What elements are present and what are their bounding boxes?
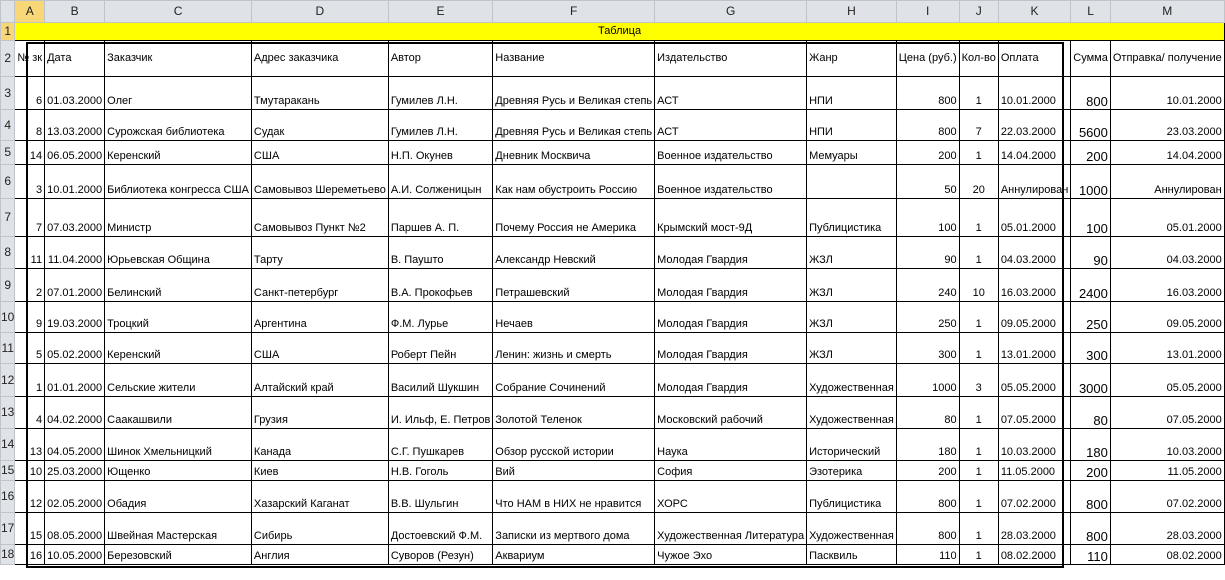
column-header-e[interactable]: E [388, 1, 492, 23]
table-cell[interactable]: Публицистика [807, 199, 897, 237]
table-cell[interactable]: Саакашвили [105, 397, 252, 429]
table-cell[interactable]: 10.01.2000 [1110, 77, 1224, 110]
table-cell[interactable]: 15 [15, 513, 45, 545]
table-cell[interactable]: 14.04.2000 [998, 141, 1070, 165]
row-header[interactable]: 6 [1, 165, 15, 199]
table-cell[interactable]: Молодая Гвардия [655, 237, 807, 269]
table-cell[interactable]: Грузия [251, 397, 388, 429]
table-cell[interactable]: 19.03.2000 [45, 302, 105, 333]
table-cell[interactable]: АСТ [655, 110, 807, 141]
table-cell[interactable]: Троцкий [105, 302, 252, 333]
table-cell[interactable]: 3 [15, 165, 45, 199]
table-cell[interactable]: 08.02.2000 [998, 545, 1070, 565]
table-cell[interactable]: 1 [15, 364, 45, 397]
table-cell[interactable]: В. Паушто [388, 237, 492, 269]
table-cell[interactable]: Англия [251, 545, 388, 565]
table-cell[interactable]: Древняя Русь и Великая степь [493, 110, 655, 141]
table-cell[interactable]: Василий Шукшин [388, 364, 492, 397]
table-cell[interactable]: Самовывоз Шереметьево [251, 165, 388, 199]
table-cell[interactable]: 23.03.2000 [1110, 110, 1224, 141]
table-cell[interactable]: 1 [959, 429, 998, 461]
table-cell[interactable]: 05.05.2000 [1110, 364, 1224, 397]
table-cell[interactable]: ЖЗЛ [807, 269, 897, 302]
header-cell[interactable]: № зк [15, 41, 45, 77]
table-cell[interactable]: 05.01.2000 [1110, 199, 1224, 237]
table-cell[interactable]: 6 [15, 77, 45, 110]
table-cell[interactable]: 07.05.2000 [998, 397, 1070, 429]
table-cell[interactable]: Аннулирован [1110, 165, 1224, 199]
table-cell[interactable]: Ющенко [105, 461, 252, 481]
table-cell[interactable]: С.Г. Пушкарев [388, 429, 492, 461]
row-header[interactable]: 5 [1, 141, 15, 165]
table-cell[interactable]: Олег [105, 77, 252, 110]
table-cell[interactable]: 90 [896, 237, 959, 269]
table-cell[interactable]: 100 [896, 199, 959, 237]
table-cell[interactable]: 200 [896, 141, 959, 165]
table-cell[interactable]: Белинский [105, 269, 252, 302]
table-row [1, 77, 1225, 110]
table-cell[interactable]: 2400 [1071, 269, 1111, 302]
row-header[interactable]: 17 [1, 513, 15, 545]
table-cell[interactable]: Сурожская библиотека [105, 110, 252, 141]
table-cell[interactable]: Эзотерика [807, 461, 897, 481]
table-cell[interactable]: 13.03.2000 [45, 110, 105, 141]
table-cell[interactable]: Московский рабочий [655, 397, 807, 429]
table-cell[interactable]: 200 [896, 461, 959, 481]
header-cell[interactable]: Цена (руб.) [896, 41, 959, 77]
table-cell[interactable]: Паршев А. П. [388, 199, 492, 237]
table-row [1, 269, 1225, 302]
table-cell[interactable]: 800 [896, 110, 959, 141]
table-cell[interactable]: Юрьевская Община [105, 237, 252, 269]
table-cell[interactable]: 240 [896, 269, 959, 302]
table-cell[interactable]: Роберт Пейн [388, 333, 492, 364]
header-cell[interactable]: Сумма [1071, 41, 1111, 77]
table-cell[interactable]: Военное издательство [655, 165, 807, 199]
table-cell[interactable]: Художественная [807, 397, 897, 429]
row-header[interactable]: 4 [1, 110, 15, 141]
column-header-i[interactable]: I [896, 1, 959, 23]
column-header-h[interactable]: H [807, 1, 897, 23]
table-cell[interactable]: 800 [896, 77, 959, 110]
table-cell[interactable]: 14.04.2000 [1110, 141, 1224, 165]
table-cell[interactable]: 5 [15, 333, 45, 364]
table-cell[interactable]: 1 [959, 513, 998, 545]
table-row [1, 513, 1225, 545]
table-cell[interactable]: Дневник Москвича [493, 141, 655, 165]
table-cell[interactable]: 1 [959, 481, 998, 513]
table-cell[interactable]: Молодая Гвардия [655, 364, 807, 397]
column-header-m[interactable]: M [1110, 1, 1224, 23]
table-cell[interactable]: ХОРС [655, 481, 807, 513]
table-cell[interactable]: 90 [1071, 237, 1111, 269]
table-row [1, 397, 1225, 429]
table-cell[interactable]: Библиотека конгресса США [105, 165, 252, 199]
table-cell[interactable]: Министр [105, 199, 252, 237]
table-cell[interactable]: Санкт-петербург [251, 269, 388, 302]
table-cell[interactable]: Записки из мертвого дома [493, 513, 655, 545]
table-cell[interactable]: 110 [1071, 545, 1111, 565]
table-cell[interactable]: 4 [15, 397, 45, 429]
row-header[interactable]: 11 [1, 333, 15, 364]
table-cell[interactable]: ЖЗЛ [807, 302, 897, 333]
row-header[interactable]: 1 [1, 23, 15, 41]
table-cell[interactable]: ЖЗЛ [807, 333, 897, 364]
table-cell[interactable]: Киев [251, 461, 388, 481]
table-cell[interactable]: Молодая Гвардия [655, 333, 807, 364]
table-cell[interactable]: Ленин: жизнь и смерть [493, 333, 655, 364]
table-cell[interactable]: Вий [493, 461, 655, 481]
table-cell[interactable]: 180 [1071, 429, 1111, 461]
table-cell[interactable]: 250 [1071, 302, 1111, 333]
table-cell[interactable]: 07.01.2000 [45, 269, 105, 302]
table-cell[interactable]: 11.05.2000 [1110, 461, 1224, 481]
table-cell[interactable]: Военное издательство [655, 141, 807, 165]
table-cell[interactable]: 25.03.2000 [45, 461, 105, 481]
table-row [1, 333, 1225, 364]
column-header-l[interactable]: L [1071, 1, 1111, 23]
table-cell[interactable]: 5600 [1071, 110, 1111, 141]
table-cell[interactable]: В.А. Прокофьев [388, 269, 492, 302]
table-cell[interactable]: И. Ильф, Е. Петров [388, 397, 492, 429]
table-cell[interactable]: Ф.М. Лурье [388, 302, 492, 333]
table-cell[interactable]: 800 [1071, 513, 1111, 545]
row-header[interactable]: 7 [1, 199, 15, 237]
column-header-j[interactable]: J [959, 1, 998, 23]
table-cell[interactable]: Березовский [105, 545, 252, 565]
table-cell[interactable]: 8 [15, 110, 45, 141]
row-header[interactable]: 13 [1, 397, 15, 429]
table-cell[interactable]: Швейная Мастерская [105, 513, 252, 545]
table-cell[interactable]: АСТ [655, 77, 807, 110]
table-cell[interactable]: 80 [896, 397, 959, 429]
header-cell[interactable]: Адрес заказчика [251, 41, 388, 77]
table-cell[interactable]: 800 [896, 481, 959, 513]
table-cell[interactable]: Мемуары [807, 141, 897, 165]
table-cell[interactable]: 13 [15, 429, 45, 461]
table-cell[interactable]: 06.05.2000 [45, 141, 105, 165]
title-row [1, 23, 1225, 41]
table-cell[interactable]: 04.05.2000 [45, 429, 105, 461]
table-cell[interactable]: Чужое Эхо [655, 545, 807, 565]
table-cell[interactable]: 10 [959, 269, 998, 302]
table-cell[interactable]: Крымский мост-9Д [655, 199, 807, 237]
table-cell[interactable]: 250 [896, 302, 959, 333]
table-cell[interactable]: 01.01.2000 [45, 364, 105, 397]
column-header-k[interactable]: K [998, 1, 1070, 23]
table-cell[interactable]: 11.05.2000 [998, 461, 1070, 481]
table-cell[interactable]: Хазарский Каганат [251, 481, 388, 513]
table-cell[interactable]: Почему Россия не Америка [493, 199, 655, 237]
table-cell[interactable]: 04.02.2000 [45, 397, 105, 429]
table-cell[interactable]: 16.03.2000 [1110, 269, 1224, 302]
column-header-d[interactable]: D [251, 1, 388, 23]
table-cell[interactable]: Аннулирован [998, 165, 1070, 199]
table-cell[interactable]: 16 [15, 545, 45, 565]
table-cell[interactable]: Канада [251, 429, 388, 461]
table-cell[interactable]: 1000 [1071, 165, 1111, 199]
table-cell[interactable]: 1 [959, 545, 998, 565]
table-cell[interactable]: 1 [959, 333, 998, 364]
table-cell[interactable]: Суворов (Резун) [388, 545, 492, 565]
table-cell[interactable]: Достоевский Ф.М. [388, 513, 492, 545]
header-cell[interactable]: Название [493, 41, 655, 77]
table-cell[interactable]: 04.03.2000 [1110, 237, 1224, 269]
table-cell[interactable]: ЖЗЛ [807, 237, 897, 269]
table-cell[interactable]: 80 [1071, 397, 1111, 429]
header-cell[interactable]: Дата [45, 41, 105, 77]
table-cell[interactable] [807, 165, 897, 199]
table-cell[interactable]: 1 [959, 397, 998, 429]
table-cell[interactable]: 800 [1071, 481, 1111, 513]
table-cell[interactable]: Керенский [105, 141, 252, 165]
table-cell[interactable]: 10.01.2000 [998, 77, 1070, 110]
table-row [1, 481, 1225, 513]
table-cell[interactable]: Гумилев Л.Н. [388, 77, 492, 110]
table-cell[interactable]: 1 [959, 141, 998, 165]
table-cell[interactable]: 10.01.2000 [45, 165, 105, 199]
table-cell[interactable]: Художественная [807, 364, 897, 397]
row-header[interactable]: 10 [1, 302, 15, 333]
table-cell[interactable]: 07.02.2000 [1110, 481, 1224, 513]
table-cell[interactable]: 14 [15, 141, 45, 165]
table-cell[interactable]: Керенский [105, 333, 252, 364]
table-cell[interactable]: 1 [959, 302, 998, 333]
table-cell[interactable]: 20 [959, 165, 998, 199]
table-row [1, 429, 1225, 461]
table-cell[interactable]: 10 [15, 461, 45, 481]
table-cell[interactable]: Н.П. Окунев [388, 141, 492, 165]
table-cell[interactable]: 7 [15, 199, 45, 237]
table-cell[interactable]: Петрашевский [493, 269, 655, 302]
column-header-c[interactable]: C [105, 1, 252, 23]
table-cell[interactable]: Н.В. Гоголь [388, 461, 492, 481]
table-cell[interactable]: Гумилев Л.Н. [388, 110, 492, 141]
table-cell[interactable]: Художественная Литература [655, 513, 807, 545]
row-header[interactable]: 15 [1, 461, 15, 481]
table-cell[interactable]: 7 [959, 110, 998, 141]
table-row [1, 364, 1225, 397]
table-cell[interactable]: 1000 [896, 364, 959, 397]
table-cell[interactable]: А.И. Солженицын [388, 165, 492, 199]
table-cell[interactable]: Судак [251, 110, 388, 141]
table-row [1, 110, 1225, 141]
row-header[interactable]: 18 [1, 545, 15, 565]
table-cell[interactable]: Нечаев [493, 302, 655, 333]
table-row [1, 199, 1225, 237]
table-cell[interactable]: Аргентина [251, 302, 388, 333]
select-all-corner[interactable] [1, 1, 15, 23]
table-cell[interactable]: Александр Невский [493, 237, 655, 269]
table-row [1, 237, 1225, 269]
column-header-g[interactable]: G [655, 1, 807, 23]
table-cell[interactable]: 10.05.2000 [45, 545, 105, 565]
table-cell[interactable]: Молодая Гвардия [655, 269, 807, 302]
table-cell[interactable]: 09.05.2000 [998, 302, 1070, 333]
row-header[interactable]: 3 [1, 77, 15, 110]
table-cell[interactable]: 1 [959, 77, 998, 110]
table-row [1, 141, 1225, 165]
table-row [1, 461, 1225, 481]
table-cell[interactable]: 10.03.2000 [998, 429, 1070, 461]
table-cell[interactable]: Аквариум [493, 545, 655, 565]
table-cell[interactable]: 3 [959, 364, 998, 397]
table-cell[interactable]: Древняя Русь и Великая степь [493, 77, 655, 110]
table-cell[interactable]: Сибирь [251, 513, 388, 545]
table-cell[interactable]: 07.02.2000 [998, 481, 1070, 513]
table-cell[interactable]: 13.01.2000 [1110, 333, 1224, 364]
table-cell[interactable]: Самовывоз Пункт №2 [251, 199, 388, 237]
header-cell[interactable]: Оплата [998, 41, 1070, 77]
row-header[interactable]: 2 [1, 41, 15, 77]
header-cell[interactable]: Кол-во [959, 41, 998, 77]
table-cell[interactable]: 180 [896, 429, 959, 461]
table-cell[interactable]: 22.03.2000 [998, 110, 1070, 141]
table-cell[interactable]: 07.03.2000 [45, 199, 105, 237]
table-cell[interactable]: 07.05.2000 [1110, 397, 1224, 429]
header-row [1, 41, 1225, 77]
table-cell[interactable]: 100 [1071, 199, 1111, 237]
table-cell[interactable]: 2 [15, 269, 45, 302]
table-cell[interactable]: 11 [15, 237, 45, 269]
column-header-b[interactable]: B [45, 1, 105, 23]
table-cell[interactable]: Художественная [807, 513, 897, 545]
table-cell[interactable]: Молодая Гвардия [655, 302, 807, 333]
table-cell[interactable]: 800 [896, 513, 959, 545]
column-header-row [1, 1, 1225, 23]
table-cell[interactable]: Пасквиль [807, 545, 897, 565]
table-cell[interactable]: Тмутаракань [251, 77, 388, 110]
table-title[interactable]: Таблица [15, 23, 1224, 41]
table-cell[interactable]: Обадия [105, 481, 252, 513]
table-cell[interactable]: Собрание Сочинений [493, 364, 655, 397]
header-cell[interactable]: Отправка/ получение [1110, 41, 1224, 77]
row-header[interactable]: 16 [1, 481, 15, 513]
header-cell[interactable]: Жанр [807, 41, 897, 77]
table-cell[interactable]: НПИ [807, 77, 897, 110]
table-cell[interactable]: 9 [15, 302, 45, 333]
table-cell[interactable]: 11.04.2000 [45, 237, 105, 269]
table-cell[interactable]: 16.03.2000 [998, 269, 1070, 302]
header-cell[interactable]: Заказчик [105, 41, 252, 77]
table-cell[interactable]: 200 [1071, 141, 1111, 165]
table-cell[interactable]: В.В. Шульгин [388, 481, 492, 513]
table-cell[interactable]: 01.03.2000 [45, 77, 105, 110]
header-cell[interactable]: Автор [388, 41, 492, 77]
table-row [1, 165, 1225, 199]
table-cell[interactable]: 200 [1071, 461, 1111, 481]
table-cell[interactable]: 09.05.2000 [1110, 302, 1224, 333]
table-cell[interactable]: Обзор русской истории [493, 429, 655, 461]
table-cell[interactable]: 28.03.2000 [1110, 513, 1224, 545]
table-cell[interactable]: 05.05.2000 [998, 364, 1070, 397]
header-cell[interactable]: Издательство [655, 41, 807, 77]
column-header-a[interactable]: A [15, 1, 45, 23]
table-cell[interactable]: США [251, 141, 388, 165]
table-cell[interactable]: Публицистика [807, 481, 897, 513]
table-row [1, 302, 1225, 333]
table-cell[interactable]: 300 [1071, 333, 1111, 364]
table-cell[interactable]: США [251, 333, 388, 364]
table-cell[interactable]: Наука [655, 429, 807, 461]
table-cell[interactable]: Как нам обустроить Россию [493, 165, 655, 199]
row-header[interactable]: 14 [1, 429, 15, 461]
table-cell[interactable]: 1 [959, 199, 998, 237]
table-row [1, 545, 1225, 565]
table-cell[interactable]: Исторический [807, 429, 897, 461]
table-cell[interactable]: Алтайский край [251, 364, 388, 397]
table-cell[interactable]: 08.05.2000 [45, 513, 105, 545]
table-cell[interactable]: 110 [896, 545, 959, 565]
table-cell[interactable]: Золотой Теленок [493, 397, 655, 429]
table-cell[interactable]: 04.03.2000 [998, 237, 1070, 269]
table-cell[interactable]: Шинок Хмельницкий [105, 429, 252, 461]
table-cell[interactable]: НПИ [807, 110, 897, 141]
table-cell[interactable]: София [655, 461, 807, 481]
table-cell[interactable]: 08.02.2000 [1110, 545, 1224, 565]
table-cell[interactable]: Тарту [251, 237, 388, 269]
table-cell[interactable]: 3000 [1071, 364, 1111, 397]
table-cell[interactable]: 50 [896, 165, 959, 199]
row-header[interactable]: 12 [1, 364, 15, 397]
table-cell[interactable]: 13.01.2000 [998, 333, 1070, 364]
column-header-f[interactable]: F [493, 1, 655, 23]
table-cell[interactable]: 02.05.2000 [45, 481, 105, 513]
table-cell[interactable]: 300 [896, 333, 959, 364]
table-cell[interactable]: 28.03.2000 [998, 513, 1070, 545]
table-cell[interactable]: 12 [15, 481, 45, 513]
table-cell[interactable]: Сельские жители [105, 364, 252, 397]
table-cell[interactable]: 10.03.2000 [1110, 429, 1224, 461]
table-cell[interactable]: 1 [959, 461, 998, 481]
table-cell[interactable]: Что НАМ в НИХ не нравится [493, 481, 655, 513]
row-header[interactable]: 9 [1, 269, 15, 302]
table-cell[interactable]: 05.02.2000 [45, 333, 105, 364]
table-cell[interactable]: 05.01.2000 [998, 199, 1070, 237]
table-cell[interactable]: 800 [1071, 77, 1111, 110]
table-cell[interactable]: 1 [959, 237, 998, 269]
row-header[interactable]: 8 [1, 237, 15, 269]
